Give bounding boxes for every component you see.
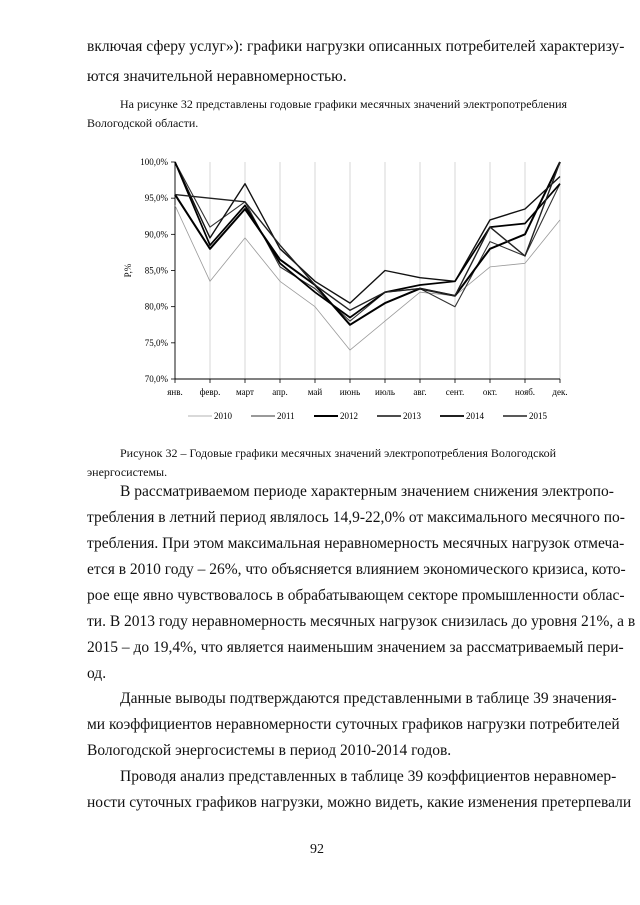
- x-tick-label: март: [236, 387, 254, 397]
- legend-label-2012: 2012: [340, 411, 358, 421]
- body-paragraph-3: [87, 768, 632, 824]
- series-line-2014: [175, 162, 560, 318]
- x-tick-label: авг.: [413, 387, 427, 397]
- text-line: энергосистемы.: [87, 465, 168, 479]
- y-tick-label: 80,0%: [144, 301, 168, 312]
- text-line: ми коэффициентов неравномерности суточных графиков нагрузки потребителей: [87, 716, 620, 733]
- y-axis-label: P,%: [123, 263, 133, 278]
- series-line-2011: [175, 162, 560, 321]
- series-line-2012: [175, 162, 560, 325]
- text-line: ется в 2010 году – 26%, что объясняется влиянием экономического кризиса, кото-: [87, 561, 626, 578]
- legend-label-2013: 2013: [403, 411, 421, 421]
- x-tick-label: дек.: [552, 387, 568, 397]
- y-tick-label: 85,0%: [144, 265, 168, 276]
- y-tick-label: 75,0%: [144, 337, 168, 348]
- text-line: Вологодской области.: [87, 116, 199, 130]
- x-tick-label: нояб.: [514, 387, 536, 397]
- figure-caption: [87, 446, 610, 486]
- x-tick-label: июнь: [339, 387, 361, 397]
- text-line: ются значительной неравномерностью.: [87, 68, 347, 85]
- x-tick-label: сент.: [445, 387, 465, 397]
- text-line: 2015 – до 19,4%, что является наименьшим значением за рассматриваемый пери-: [87, 639, 624, 656]
- x-tick-label: окт.: [482, 387, 498, 397]
- figure-intro: [87, 97, 610, 137]
- electricity-consumption-chart: [118, 148, 578, 433]
- text-line: Данные выводы подтверждаются представленными в таблице 39 значения-: [120, 690, 617, 707]
- series-line-2013: [175, 162, 560, 303]
- legend-label-2010: 2010: [214, 411, 232, 421]
- page-number: 92: [310, 842, 324, 857]
- text-line: На рисунке 32 представлены годовые графики месячных значений электропотребления: [120, 97, 568, 111]
- x-tick-label: май: [307, 387, 323, 397]
- text-line: Вологодской энергосистемы в период 2010-2014 годов.: [87, 742, 452, 759]
- body-paragraph-2: [87, 690, 620, 770]
- y-tick-label: 90,0%: [144, 229, 168, 240]
- text-line: ности суточных графиков нагрузки, можно видеть, какие изменения претерпевали: [87, 794, 632, 811]
- paragraph-continuation: [87, 38, 625, 98]
- text-line: требления. При этом максимальная неравномерность месячных нагрузок отмеча-: [87, 535, 625, 552]
- x-tick-label: янв.: [167, 387, 183, 397]
- y-tick-label: 95,0%: [144, 193, 168, 204]
- legend-label-2014: 2014: [466, 411, 484, 421]
- text-line: включая сферу услуг»): графики нагрузки описанных потребителей характеризу-: [87, 38, 625, 55]
- y-tick-label: 100,0%: [140, 157, 168, 167]
- x-tick-label: апр.: [272, 387, 288, 397]
- legend-label-2015: 2015: [529, 411, 547, 421]
- y-tick-label: 70,0%: [144, 374, 168, 384]
- text-line: Рисунок 32 – Годовые графики месячных значений электропотребления Вологодской: [120, 446, 557, 460]
- body-paragraph-1: [87, 483, 636, 693]
- text-line: рое еще явно чувствовалось в обрабатывающем секторе промышленности облас-: [87, 587, 625, 604]
- text-line: од.: [87, 665, 107, 682]
- text-line: Проводя анализ представленных в таблице 39 коэффициентов неравномер-: [120, 768, 617, 785]
- text-line: ти. В 2013 году неравномерность месячных нагрузок снизилась до уровня 21%, а в: [87, 613, 636, 630]
- x-tick-label: июль: [375, 387, 395, 397]
- x-tick-label: февр.: [199, 387, 221, 397]
- text-line: требления в летний период являлось 14,9-22,0% от максимального месячного по-: [87, 509, 625, 526]
- text-line: В рассматриваемом периоде характерным значением снижения электропо-: [120, 483, 614, 500]
- legend-label-2011: 2011: [277, 411, 295, 421]
- series-line-2010: [175, 205, 560, 350]
- series-line-2015: [175, 162, 560, 310]
